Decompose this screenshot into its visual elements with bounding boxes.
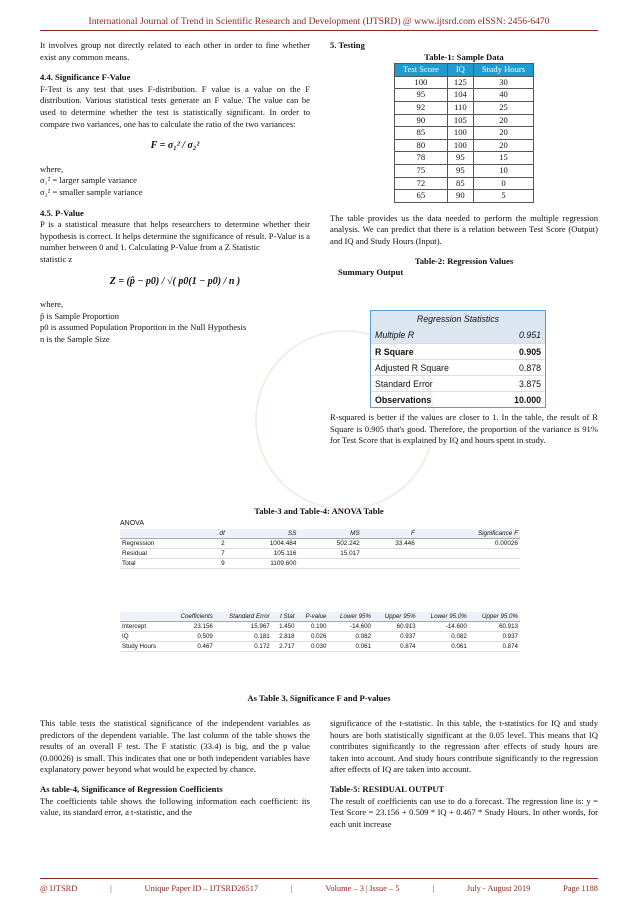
table-cell: 40	[473, 89, 533, 102]
table-row	[394, 127, 533, 140]
table-cell: 5	[473, 190, 533, 203]
table-cell: 33.446	[362, 539, 417, 549]
table-1-description: The table provides us the data needed to perform the multiple regression analysis. We can predict that there is a relation between Test Score (Output) and IQ and Study Hours (Input).	[330, 212, 598, 246]
regression-row	[371, 343, 545, 359]
table-cell: 85	[394, 127, 447, 140]
table-cell: 15.967	[215, 622, 272, 632]
table-cell: 0.937	[373, 632, 418, 642]
right-column	[330, 40, 598, 279]
table-cell: 10	[473, 164, 533, 177]
table-cell: 125	[447, 76, 473, 89]
table-row	[394, 164, 533, 177]
bottom-left-column	[40, 718, 310, 819]
table-cell: Study Hours	[120, 642, 169, 652]
table-row	[120, 632, 520, 642]
table-row	[120, 559, 520, 569]
table-cell: 60.913	[373, 622, 418, 632]
bottom-right-column	[330, 718, 598, 830]
coefficients-explanation: The coefficients table shows the following information each coefficient: its value, its standard error, a t-statistic, and the	[40, 795, 310, 818]
table-row	[120, 642, 520, 652]
table-cell	[417, 549, 520, 559]
def-sample-proportion: p̂ is Sample Proportion	[40, 310, 120, 321]
regression-label: Observations	[375, 394, 432, 405]
footer: @ IJTSRD | Unique Paper ID – IJTSRD26517 | Volume – 3 | Issue – 5 | July - August 2019 Page 1188	[40, 884, 598, 893]
regression-label: Multiple R	[375, 330, 415, 340]
table-row	[394, 114, 533, 127]
table-cell: 1109.600	[227, 559, 299, 569]
regression-row	[371, 327, 545, 343]
table-header: Lower 95.0%	[418, 612, 469, 622]
table-3-4-title-wrap	[40, 506, 598, 518]
def-smaller-variance: σ₂² = smaller sample variance	[40, 186, 143, 197]
table-cell: 105.116	[227, 549, 299, 559]
where-label-2: where,	[40, 299, 64, 310]
table-cell	[362, 559, 417, 569]
table-header: Lower 95%	[328, 612, 373, 622]
table-cell: 90	[447, 190, 473, 203]
table-cell: -14.600	[328, 622, 373, 632]
table-header: Coefficients	[169, 612, 215, 622]
table-header: t Stat	[272, 612, 297, 622]
regression-value: 0.951	[518, 330, 541, 340]
statistic-z-label: statistic z	[40, 253, 73, 264]
table-cell: 110	[447, 101, 473, 114]
table-cell: 0.082	[328, 632, 373, 642]
table-cell: 75	[394, 164, 447, 177]
table-header: F	[362, 529, 417, 539]
header-rule	[40, 30, 598, 31]
table-cell: 80	[394, 139, 447, 152]
table-cell: 0.509	[169, 632, 215, 642]
table-cell	[298, 559, 361, 569]
table-2-title: Table-2: Regression Values	[414, 255, 514, 266]
footer-paper-id: Unique Paper ID – IJTSRD26517	[144, 884, 259, 893]
table-cell: 85	[447, 177, 473, 190]
table-row	[394, 139, 533, 152]
table-cell: 0.082	[418, 632, 469, 642]
table-4-title: As table-4, Significance of Regression Coefficients	[40, 783, 223, 794]
regression-header: Regression Statistics	[371, 311, 545, 327]
table-cell: Total	[120, 559, 205, 569]
table-cell: 100	[447, 127, 473, 140]
table-row	[394, 177, 533, 190]
table-3-4-title: Table-3 and Table-4: ANOVA Table	[254, 506, 384, 516]
table-cell: 0.937	[469, 632, 520, 642]
table-cell: 105	[447, 114, 473, 127]
table-cell: 30	[473, 76, 533, 89]
table-cell: 92	[394, 101, 447, 114]
t-statistic-explanation: significance of the t-statistic. In this table, the t-statistics for IQ and study hours are both statistically significant at the 0.05 level. This means that IQ contributes significantly to the regression after effects of study hours are taken into account. And study hours contribute significantly to the regression after effects of IQ are taken into account.	[330, 718, 598, 775]
table-row	[394, 101, 533, 114]
def-larger-variance: σ₁² = larger sample variance	[40, 175, 137, 186]
table-1-title: Table-1: Sample Data	[424, 51, 504, 62]
table-cell: Intercept	[120, 622, 169, 632]
table-cell: 9	[205, 559, 227, 569]
f-equation: F = σ₁² / σ₂²	[150, 140, 200, 152]
table-row	[120, 549, 520, 559]
table-cell: 100	[394, 76, 447, 89]
table-3-caption: As Table 3, Significance F and P-values	[247, 693, 391, 703]
table-cell: 502.242	[298, 539, 361, 549]
table-cell: 7	[205, 549, 227, 559]
regression-value: 0.905	[518, 346, 541, 357]
table-cell: Residual	[120, 549, 205, 559]
table-header: Standard Error	[215, 612, 272, 622]
anova-explanation: This table tests the statistical significance of the independent variables as predictors of the dependent variable. The last column of the table shows the results of an overall F test. The F statistic (33.4) is big, and the p value (0.00026) is small. This indicates that one or both independent variables have explanatory power beyond what would be expected by chance.	[40, 718, 310, 775]
table-cell: 72	[394, 177, 447, 190]
table-cell: 0.181	[215, 632, 272, 642]
regression-row	[371, 359, 545, 375]
coefficients-table	[120, 612, 520, 652]
table-cell: 0.172	[215, 642, 272, 652]
table-cell: 25	[473, 101, 533, 114]
journal-header: International Journal of Trend in Scientific Research and Development (IJTSRD) @ www.ijtsrd.com eISSN: 2456-6470	[88, 16, 550, 27]
table-row	[394, 89, 533, 102]
table-cell: 0.00026	[417, 539, 520, 549]
table-cell: 20	[473, 127, 533, 140]
table-cell: 20	[473, 114, 533, 127]
def-sample-size: n is the Sample Size	[40, 333, 110, 344]
regression-line-explanation: The result of coefficients can use to do a forecast. The regression line is: y = Test Score = 23.156 + 0.509 * IQ + 0.467 * Study Hours. In other words, for each unit increase	[330, 795, 598, 829]
table-cell: 65	[394, 190, 447, 203]
table-cell: 2.818	[272, 632, 297, 642]
intro-paragraph: It involves group not directly related to each other in order to fine whether exist any common means.	[40, 40, 310, 62]
regression-row	[371, 375, 545, 391]
table-header: SS	[227, 529, 299, 539]
table-cell: 20	[473, 139, 533, 152]
table-cell: 104	[447, 89, 473, 102]
regression-statistics-table	[370, 310, 546, 408]
table-cell: 0.061	[418, 642, 469, 652]
table-cell: 0.467	[169, 642, 215, 652]
regression-value: 3.875	[518, 378, 541, 389]
table-3-caption-wrap	[40, 693, 598, 705]
table-cell: 23.156	[169, 622, 215, 632]
table-cell: 0.874	[373, 642, 418, 652]
table-header: Study Hours	[473, 64, 533, 77]
table-cell: IQ	[120, 632, 169, 642]
anova-table	[120, 520, 520, 569]
table-cell: 90	[394, 114, 447, 127]
table-cell: 95	[394, 89, 447, 102]
table-row	[120, 622, 520, 632]
summary-output-label: Summary Output	[338, 267, 404, 278]
footer-volume: Volume – 3 | Issue – 5	[325, 884, 400, 893]
table-header	[120, 612, 169, 622]
table-header: IQ	[447, 64, 473, 77]
table-cell: 60.913	[469, 622, 520, 632]
table-row	[394, 152, 533, 165]
regression-label: R Square	[375, 346, 414, 357]
section-4-4-body: F-Test is any test that uses F-distribution. F value is a value on the F distribution. Various statistical tests generate an F value. The value can be used to determine whether the test is statistically significant. In order to compare two variances, one has to calculate the ratio of the two variances:	[40, 83, 310, 129]
section-4-4-title: 4.4. Significance F-Value	[40, 72, 131, 83]
table-cell: 2.717	[272, 642, 297, 652]
rsquared-paragraph-wrap	[330, 412, 598, 447]
where-label: where,	[40, 163, 64, 174]
table-header: Test Score	[394, 64, 447, 77]
table-cell: 15	[473, 152, 533, 165]
table-cell: Regression	[120, 539, 205, 549]
z-equation: Z = (p̂ − p0) / √( p0(1 − p0) / n )	[109, 275, 241, 287]
anova-label: ANOVA	[120, 520, 144, 527]
table-cell: 15.017	[298, 549, 361, 559]
footer-journal: @ IJTSRD	[40, 884, 78, 893]
footer-page: Page 1188	[563, 884, 598, 893]
table-5-title: Table-5: RESIDUAL OUTPUT	[330, 783, 445, 794]
table-header: P-value	[297, 612, 329, 622]
regression-label: Adjusted R Square	[375, 362, 449, 373]
table-cell: -14.600	[418, 622, 469, 632]
table-header: Significance F	[417, 529, 520, 539]
table-cell: 0.030	[297, 642, 329, 652]
table-cell: 1.450	[272, 622, 297, 632]
footer-rule	[40, 878, 598, 879]
table-cell: 2	[205, 539, 227, 549]
section-4-5-title: 4.5. P-Value	[40, 207, 84, 218]
table-cell: 78	[394, 152, 447, 165]
table-cell	[417, 559, 520, 569]
rsquared-paragraph: R-squared is better if the values are closer to 1. In the table, the result of R Square is 0.905 that's good. Therefore, the proportion of the variance is 91% for Test Score that is explained by IQ and hours spent in study.	[330, 412, 598, 446]
regression-label: Standard Error	[375, 378, 433, 389]
table-row	[120, 539, 520, 549]
regression-row	[371, 391, 545, 407]
table-row	[394, 190, 533, 203]
table-header	[120, 529, 205, 539]
table-cell: 0.061	[328, 642, 373, 652]
table-header: MS	[298, 529, 361, 539]
table-cell: 100	[447, 139, 473, 152]
table-header: Upper 95.0%	[469, 612, 520, 622]
table-header: df	[205, 529, 227, 539]
regression-value: 10.000	[514, 394, 541, 405]
table-cell: 95	[447, 152, 473, 165]
regression-value: 0.878	[518, 362, 541, 373]
table-cell: 0	[473, 177, 533, 190]
section-4-5-body: P is a statistical measure that helps researchers to determine whether their hypothesis is correct. It helps determine the significance of result. P-Value is a number between 0 and 1. Calculating P-Value from a Z Statistic	[40, 219, 310, 253]
table-cell	[362, 549, 417, 559]
table-cell: 0.190	[297, 622, 329, 632]
section-5-title: 5. Testing	[330, 40, 365, 50]
table-cell: 0.874	[469, 642, 520, 652]
table-cell: 0.026	[297, 632, 329, 642]
def-population-proportion: p0 is assumed Population Proportion in the Null Hypothesis	[40, 322, 247, 333]
footer-date: July - August 2019	[466, 884, 531, 893]
sample-data-table	[394, 63, 534, 203]
table-cell: 95	[447, 164, 473, 177]
left-column	[40, 40, 310, 345]
table-cell: 1004.484	[227, 539, 299, 549]
table-row	[394, 76, 533, 89]
table-header: Upper 95%	[373, 612, 418, 622]
